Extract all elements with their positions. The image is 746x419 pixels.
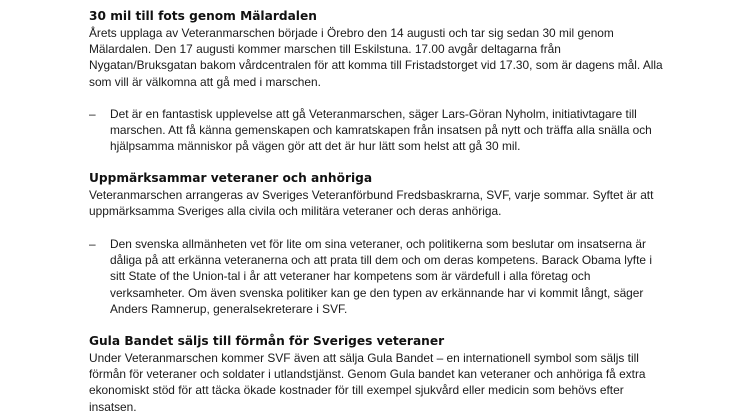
section-paragraph-yellow-ribbon: Under Veteranmarschen kommer SVF även att sälja Gula Bandet – en internationell symbol som säljs till förmån för veteraner och soldater i utlandstjänst. Genom Gula bandet kan veteraner och anhöriga få extra ekonomiskt stöd för att täcka ökade kostnader för till exempel sjukvård eller medicin som behövs efter insatsen. [89,351,646,414]
quote-dash: – [89,237,96,251]
section-paragraph-march: Årets upplaga av Veteranmarschen började i Örebro den 14 augusti och tar sig sedan 30 mil genom Mälardalen. Den 17 augusti kommer marschen till Eskilstuna. 17.00 avgår deltagarna från Nygatan/Bruksgatan bakom vårdcentralen för att komma till Fristadstorget vid 17.30, som är dagens mål. Alla som vill är välkomna att gå med i marschen. [89,26,663,89]
section-paragraph-awareness: Veteranmarschen arrangeras av Sveriges Veteranförbund Fredsbaskrarna, SVF, varje sommar. Syftet är att uppmärksamma Sveriges alla civila och militära veteraner och deras anhöriga. [89,188,654,219]
section-heading-march: 30 mil till fots genom Mälardalen [89,9,317,23]
quote-text-ramnerup: Den svenska allmänheten vet för lite om sina veteraner, och politikerna som beslutar om insatserna är dåliga på att erkänna veteranerna och att prata till dem och om deras kompetens. Barack Obama lyfte i sitt State of the Union-tal i år att veteraner har kompetens som är värdefull i alla företag och verksamheter. Om även svenska politiker kan ge den typen av erkännande har vi kommit långt, säger Anders Ramnerup, generalsekreterare i SVF. [110,237,652,316]
section-heading-awareness: Uppmärksammar veteraner och anhöriga [89,171,373,185]
quote-text-nyholm: Det är en fantastisk upplevelse att gå Veteranmarschen, säger Lars-Göran Nyholm, initiativtagare till marschen. Att få känna gemenskapen och kamratskapen från insatsen på nytt och träffa alla snälla och hjälpsamma människor på vägen gör att det är hur lätt som helst att gå 30 mil. [110,107,652,154]
quote-dash: – [89,107,96,121]
section-heading-yellow-ribbon: Gula Bandet säljs till förmån för Sveriges veteraner [89,334,445,348]
